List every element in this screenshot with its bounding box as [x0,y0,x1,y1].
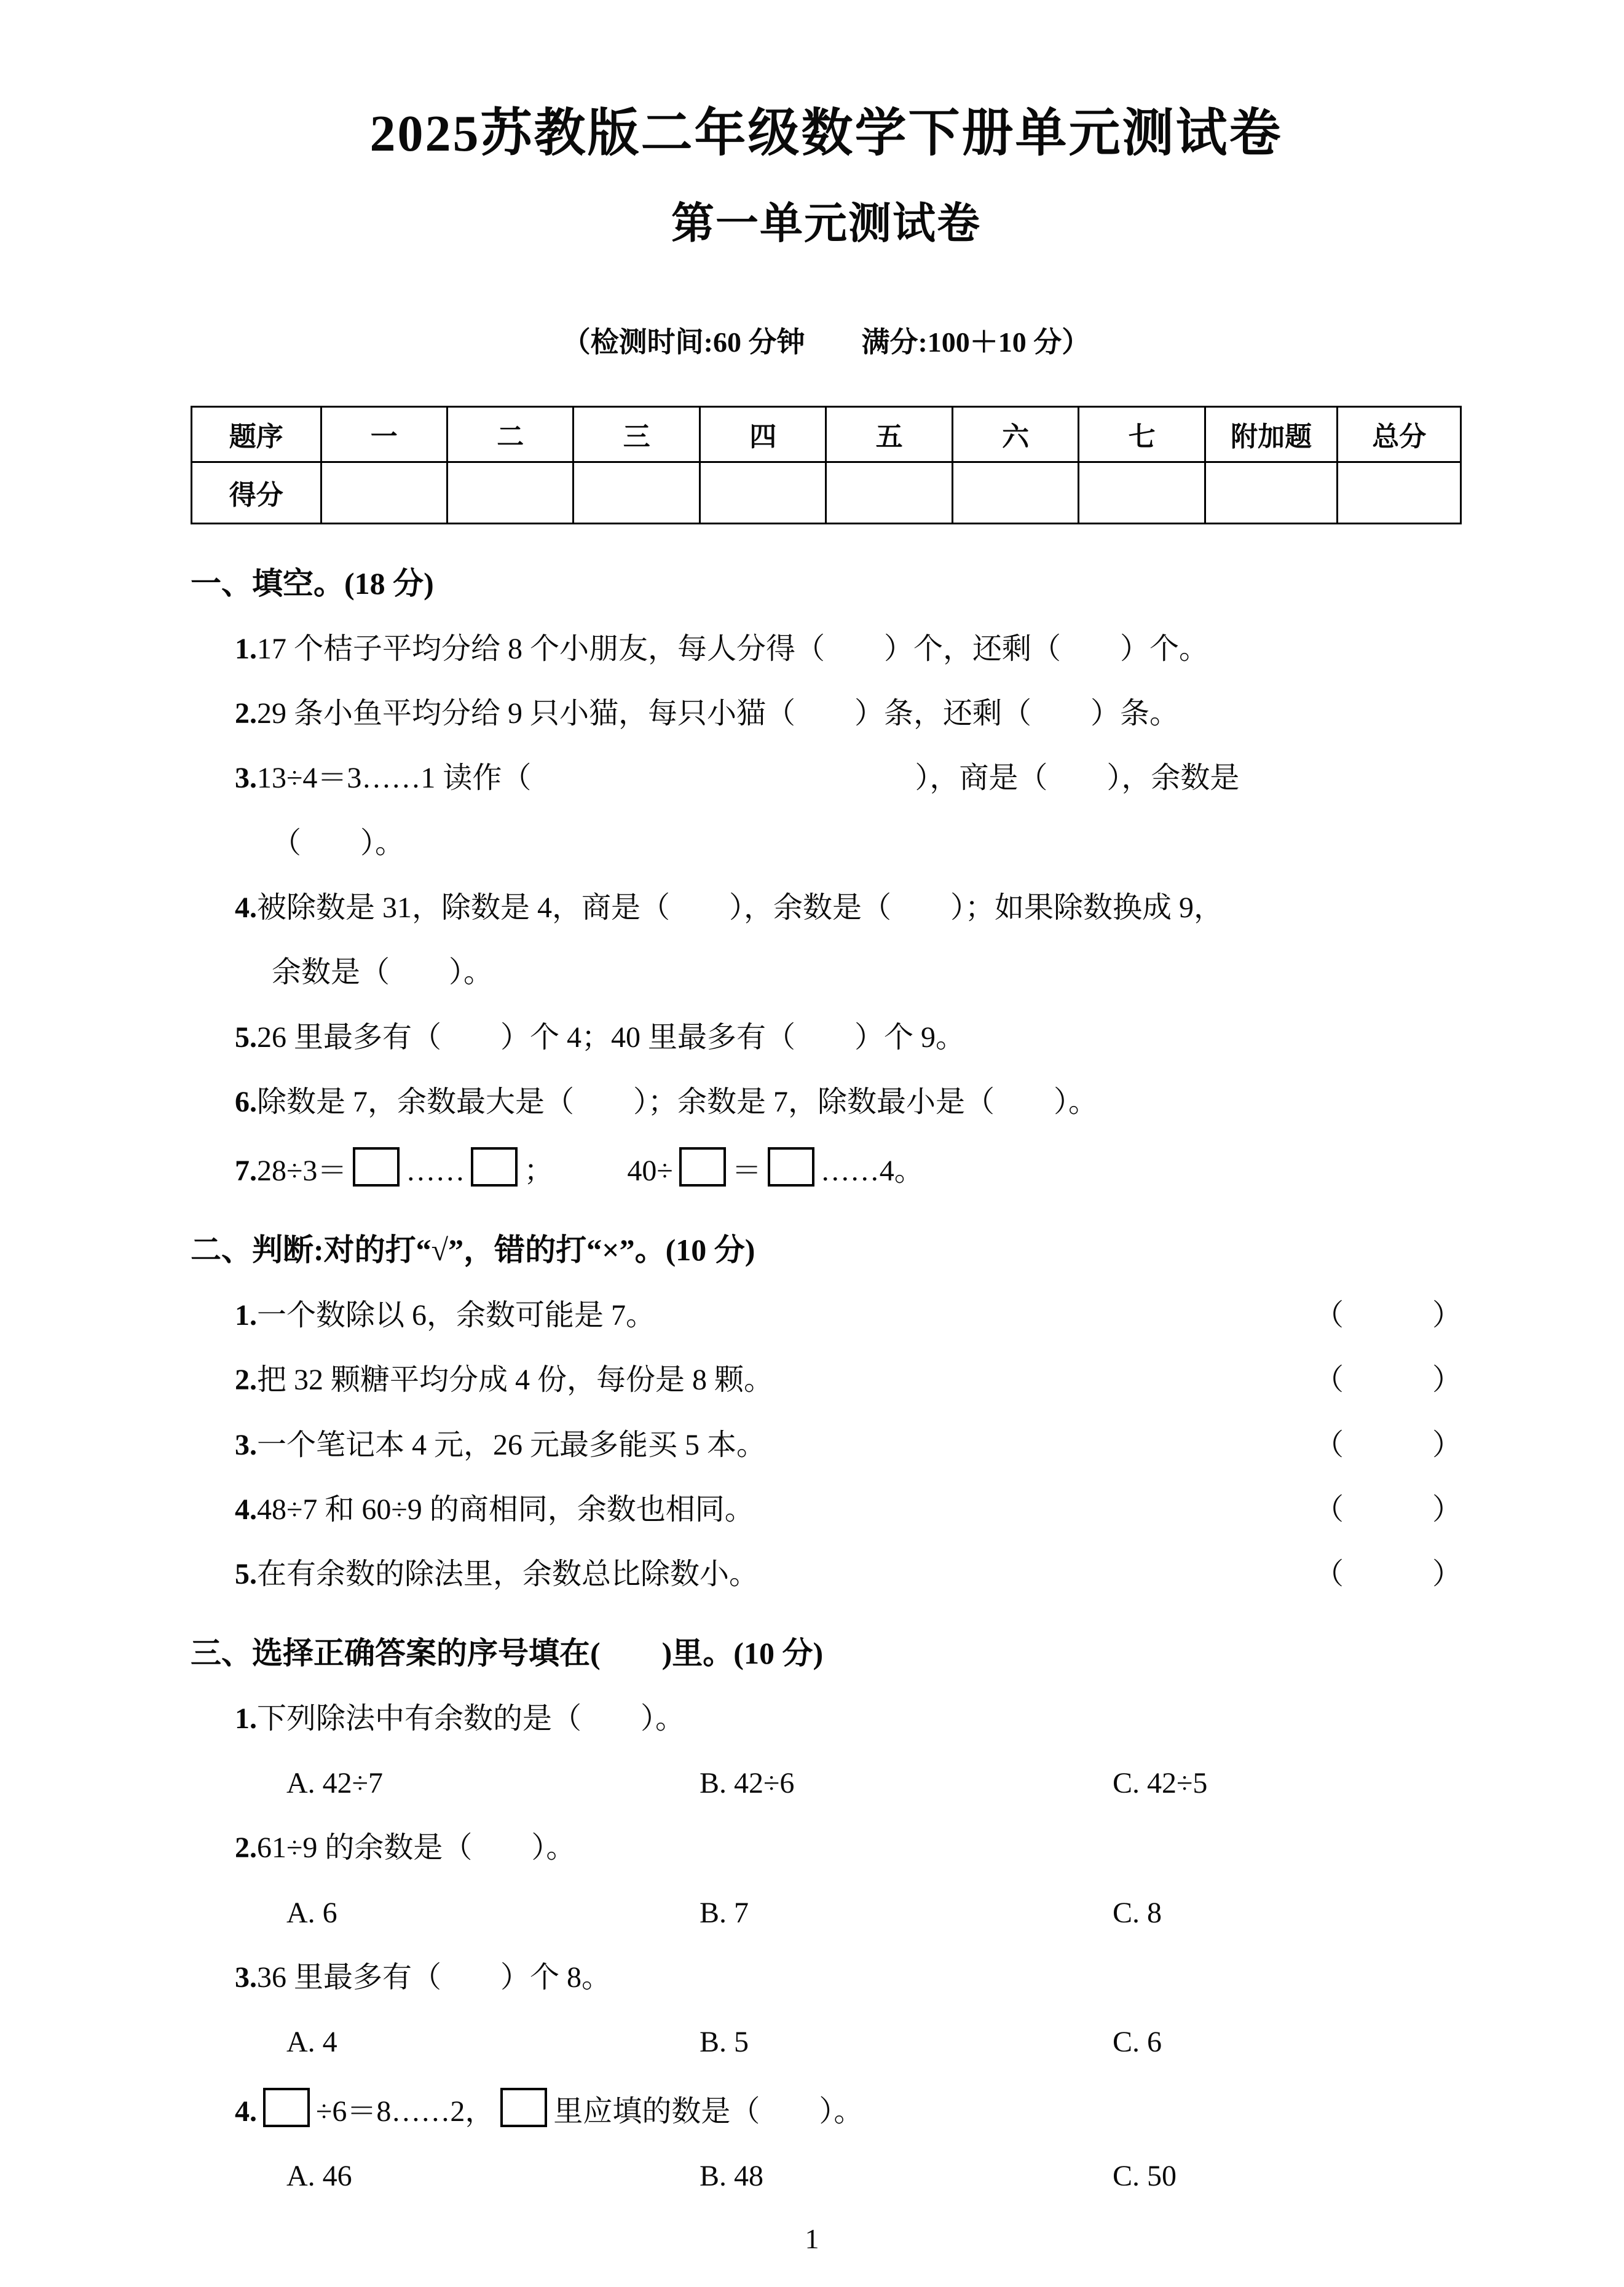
question-text: 61÷9 的余数是（ ）。 [257,1831,576,1865]
question-text: 一个笔记本 4 元，26 元最多能买 5 本。 [257,1428,767,1461]
section-heading: 一、填空。(18 分) [191,566,434,601]
question-number: 4. [235,2095,257,2128]
answer-box [471,1147,518,1187]
score-table-score-row [192,462,1461,523]
option-c: C. 42÷5 [1113,1766,1208,1799]
question-text: 把 32 颗糖平均分成 4 份，每份是 8 颗。 [257,1364,774,1397]
question-text-wrap [235,1361,773,1399]
score-cell-empty [447,462,573,523]
question-text: 17 个桔子平均分给 8 个小朋友，每人分得（ ）个，还剩（ ）个。 [257,632,1209,665]
score-cell-empty [952,462,1078,523]
question-text: ÷6＝8……2， 里应填的数是（ ）。 [257,2095,863,2128]
score-cell-empty [1338,462,1461,523]
score-cell-empty [826,462,952,523]
fill-q3-continued: （ ）。 [272,826,405,859]
option-a: A. 42÷7 [286,1766,384,1799]
question-text: 26 里最多有（ ）个 4；40 里最多有（ ）个 9。 [257,1021,966,1054]
option-b: B. 7 [700,1896,749,1929]
choice-q4-options [286,2157,1462,2195]
fill-q1 [235,630,1462,668]
judge-q4 [235,1490,1462,1529]
score-table-cell: 附加题 [1205,406,1338,462]
score-table-cell: 题序 [192,406,321,462]
question-text: 下列除法中有余数的是（ ）。 [257,1702,685,1735]
fill-q5 [235,1018,1462,1057]
question-text: 一个数除以 6，余数可能是 7。 [257,1298,656,1332]
score-cell-empty [1205,462,1338,523]
score-cell-empty [700,462,826,523]
choice-q3 [235,1958,1462,1997]
page-number: 1 [805,2223,819,2254]
question-text-wrap [235,1296,655,1335]
question-text-wrap [235,1426,766,1464]
score-table-cell: 得分 [192,462,321,523]
score-table [191,406,1462,524]
fill-q2 [235,694,1462,733]
answer-box [768,1147,814,1187]
choice-q1-options [286,1764,1462,1803]
section-multiple-choice [191,1633,1462,2196]
score-table-cell: 六 [952,406,1078,462]
score-cell-empty [1079,462,1205,523]
judge-q1 [235,1296,1462,1335]
question-number: 3. [235,1428,257,1461]
section-heading: 二、判断:对的打“√”，错的打“×”。(10 分) [191,1232,755,1267]
option-c: C. 50 [1113,2160,1177,2193]
section-heading: 三、选择正确答案的序号填在( )里。(10 分) [191,1635,824,1670]
score-table-header-row [192,406,1461,462]
score-table-cell: 三 [574,406,700,462]
question-text: 48÷7 和 60÷9 的商相同，余数也相同。 [257,1493,754,1526]
answer-parentheses: （ ） [1314,1558,1462,1591]
choice-q4 [235,2088,1462,2131]
choice-q3-options [286,2023,1462,2061]
question-number: 1. [235,1298,257,1332]
score-table-cell: 二 [447,406,573,462]
judge-q2 [235,1361,1462,1399]
fill-q4 [235,888,1462,927]
score-cell-empty [574,462,700,523]
question-text: 被除数是 31，除数是 4，商是（ ），余数是（ ）；如果除数换成 9， [257,891,1224,925]
score-table-cell: 总分 [1338,406,1461,462]
question-number: 6. [235,1086,257,1119]
exam-info: （检测时间:60 分钟 满分:100＋10 分） [562,326,1090,358]
section-fill-blanks [191,564,1462,1191]
score-table-cell: 四 [700,406,826,462]
question-text: 29 条小鱼平均分给 9 只小猫，每只小猫（ ）条，还剩（ ）条。 [257,697,1180,730]
question-text: 在有余数的除法里，余数总比除数小。 [257,1558,759,1591]
question-number: 5. [235,1021,257,1054]
score-table-cell: 五 [826,406,952,462]
section-true-false [191,1230,1462,1594]
question-number: 4. [235,1493,257,1526]
question-text: 13÷4＝3……1 读作（ ），商是（ ），余数是 [257,762,1240,795]
unit-title: 第一单元测试卷 [671,200,981,248]
answer-box [263,2088,310,2127]
question-number: 2. [235,1831,257,1865]
answer-box [500,2088,547,2127]
question-number: 1. [235,632,257,665]
question-text-wrap [235,1490,754,1529]
answer-parentheses: （ ） [1314,1493,1462,1526]
question-number: 7. [235,1155,257,1188]
option-a: A. 46 [286,2160,352,2193]
question-number: 2. [235,697,257,730]
option-a: A. 6 [286,1896,337,1929]
question-text: 除数是 7，余数最大是（ ）；余数是 7，除数最小是（ ）。 [257,1086,1098,1119]
answer-box [353,1147,400,1187]
option-b: B. 5 [700,2026,749,2059]
score-table-cell: 七 [1079,406,1205,462]
fill-q3 [235,759,1462,797]
answer-parentheses: （ ） [1314,1428,1462,1461]
question-text: 28÷3＝ …… ； 40÷ ＝ ……4。 [257,1155,924,1187]
answer-parentheses: （ ） [1314,1298,1462,1332]
question-number: 3. [235,1961,257,1994]
option-c: C. 6 [1113,2026,1162,2059]
question-number: 4. [235,891,257,925]
score-cell-empty [321,462,447,523]
question-number: 3. [235,762,257,795]
answer-parentheses: （ ） [1314,1364,1462,1397]
fill-q6 [235,1083,1462,1121]
paper-title: 2025苏教版二年级数学下册单元测试卷 [369,105,1283,162]
option-a: A. 4 [286,2026,337,2059]
choice-q2-options [286,1894,1462,1932]
question-number: 5. [235,1558,257,1591]
question-text-wrap [235,1555,759,1594]
fill-q7 [235,1147,1462,1190]
judge-q3 [235,1426,1462,1464]
question-number: 1. [235,1702,257,1735]
choice-q1 [235,1699,1462,1738]
score-table-cell: 一 [321,406,447,462]
fill-q4-continued: 余数是（ ）。 [272,956,494,989]
option-b: B. 42÷6 [700,1766,795,1799]
option-b: B. 48 [700,2160,764,2193]
choice-q2 [235,1828,1462,1867]
answer-box [679,1147,726,1187]
question-text: 36 里最多有（ ）个 8。 [257,1961,612,1994]
option-c: C. 8 [1113,1896,1162,1929]
judge-q5 [235,1555,1462,1594]
question-number: 2. [235,1364,257,1397]
